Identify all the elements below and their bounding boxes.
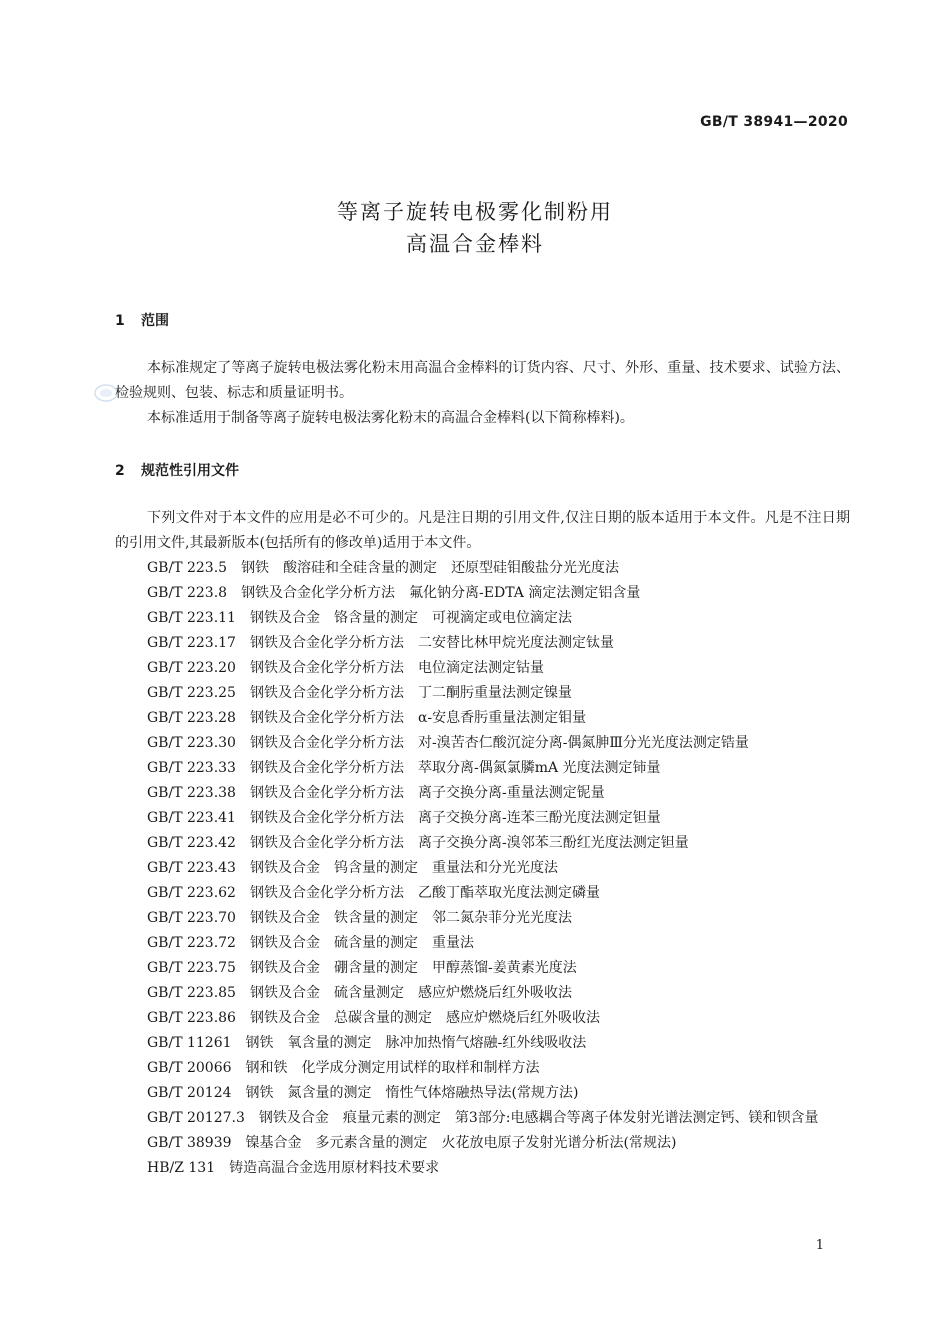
reference-item	[115, 906, 850, 931]
reference-title-part: 邻二氮杂菲分光光度法	[431, 910, 572, 926]
reference-code: GB/T 38939	[147, 1135, 232, 1151]
reference-code: GB/T 223.33	[147, 760, 236, 776]
reference-code: GB/T 223.41	[147, 810, 236, 826]
reference-title-part: 钢和铁	[245, 1060, 288, 1076]
reference-title-part: 硼含量的测定	[333, 960, 418, 976]
reference-title-part: 钢铁及合金化学分析方法	[249, 710, 404, 726]
reference-title-part: 电位滴定法测定钴量	[417, 660, 544, 676]
reference-code: GB/T 223.62	[147, 885, 236, 901]
reference-item	[115, 881, 850, 906]
reference-code: GB/T 223.43	[147, 860, 236, 876]
reference-title-part: 钢铁及合金化学分析方法	[249, 885, 404, 901]
reference-title-part: 钢铁及合金化学分析方法	[249, 685, 404, 701]
reference-title-part: 丁二酮肟重量法测定镍量	[417, 685, 572, 701]
reference-item	[115, 981, 850, 1006]
reference-item	[115, 756, 850, 781]
reference-title-part: 铁含量的测定	[333, 910, 418, 926]
reference-title-part: 酸溶硅和全硅含量的测定	[283, 560, 438, 576]
reference-title-part: 甲醇蒸馏-姜黄素光度法	[431, 960, 577, 976]
section-1-title: 范围	[141, 313, 169, 329]
reference-code: GB/T 223.11	[147, 610, 236, 626]
reference-title-part: 氟化钠分离-EDTA 滴定法测定铝含量	[409, 585, 641, 601]
section-2-heading	[115, 460, 239, 480]
reference-item	[115, 731, 850, 756]
title-line-2: 高温合金棒料	[406, 232, 544, 256]
reference-title-part: 钢铁及合金	[249, 960, 320, 976]
reference-code: HB/Z 131	[147, 1160, 216, 1176]
reference-code: GB/T 223.17	[147, 635, 236, 651]
page-number: 1	[815, 1238, 824, 1253]
reference-code: GB/T 20066	[147, 1060, 232, 1076]
reference-code: GB/T 223.75	[147, 960, 236, 976]
reference-list	[115, 556, 850, 1181]
reference-code: GB/T 223.8	[147, 585, 228, 601]
reference-title-part: 钨含量的测定	[333, 860, 418, 876]
section-2-intro-text: 下列文件对于本文件的应用是必不可少的。凡是注日期的引用文件,仅注日期的版本适用于本文件。凡是不注日期的引用文件,其最新版本(包括所有的修改单)适用于本文件。	[115, 510, 850, 551]
reference-title-part: 感应炉燃烧后红外吸收法	[417, 985, 572, 1001]
reference-title-part: α-安息香肟重量法测定钼量	[417, 710, 587, 726]
standard-code: GB/T 38941—2020	[700, 114, 848, 130]
document-title	[0, 196, 950, 260]
reference-title-part: 痕量元素的测定	[342, 1110, 441, 1126]
reference-title-part: 对-溴苦杏仁酸沉淀分离-偶氮胂Ⅲ分光光度法测定锆量	[417, 735, 749, 751]
reference-title-part: 多元素含量的测定	[315, 1135, 428, 1151]
reference-title-part: 火花放电原子发射光谱分析法(常规法)	[441, 1135, 677, 1151]
reference-title-part: 硫含量测定	[333, 985, 404, 1001]
reference-title-part: 脉冲加热惰气熔融-红外线吸收法	[385, 1035, 587, 1051]
reference-item	[115, 656, 850, 681]
reference-title-part: 硫含量的测定	[333, 935, 418, 951]
reference-title-part: 钢铁及合金	[258, 1110, 329, 1126]
reference-code: GB/T 223.5	[147, 560, 228, 576]
reference-title-part: 铬含量的测定	[333, 610, 418, 626]
reference-title-part: 第3部分:电感耦合等离子体发射光谱法测定钙、镁和钡含量	[454, 1110, 819, 1126]
reference-item	[115, 1006, 850, 1031]
reference-title-part: 重量法和分光光度法	[431, 860, 558, 876]
reference-title-part: 化学成分测定用试样的取样和制样方法	[301, 1060, 540, 1076]
reference-item	[115, 1056, 850, 1081]
section-2-number: 2	[115, 463, 125, 479]
reference-title-part: 离子交换分离-重量法测定铌量	[417, 785, 605, 801]
reference-title-part: 钢铁	[241, 560, 270, 576]
reference-title-part: 二安替比林甲烷光度法测定钛量	[417, 635, 614, 651]
reference-title-part: 钢铁及合金化学分析方法	[249, 635, 404, 651]
reference-title-part: 钢铁	[245, 1035, 274, 1051]
reference-item	[115, 606, 850, 631]
reference-title-part: 乙酸丁酯萃取光度法测定磷量	[417, 885, 600, 901]
reference-title-part: 氧含量的测定	[287, 1035, 372, 1051]
reference-code: GB/T 223.86	[147, 1010, 236, 1026]
reference-title-part: 钢铁及合金化学分析方法	[249, 760, 404, 776]
reference-code: GB/T 20127.3	[147, 1110, 245, 1126]
reference-code: GB/T 11261	[147, 1035, 232, 1051]
reference-item	[115, 681, 850, 706]
reference-title-part: 钢铁及合金	[249, 1010, 320, 1026]
reference-title-part: 可视滴定或电位滴定法	[431, 610, 572, 626]
reference-code: GB/T 223.72	[147, 935, 236, 951]
title-line-1: 等离子旋转电极雾化制粉用	[337, 200, 613, 224]
reference-item	[115, 856, 850, 881]
reference-title-part: 铸造高温合金选用原材料技术要求	[229, 1160, 440, 1176]
reference-item	[115, 806, 850, 831]
reference-title-part: 钢铁及合金	[249, 610, 320, 626]
reference-code: GB/T 223.30	[147, 735, 236, 751]
reference-title-part: 钢铁及合金化学分析方法	[249, 810, 404, 826]
reference-code: GB/T 223.70	[147, 910, 236, 926]
section-2-intro	[115, 506, 850, 556]
reference-title-part: 感应炉燃烧后红外吸收法	[445, 1010, 600, 1026]
section-1-body	[115, 356, 850, 431]
section-2-title: 规范性引用文件	[141, 463, 239, 479]
reference-code: GB/T 223.25	[147, 685, 236, 701]
reference-title-part: 钢铁及合金	[249, 985, 320, 1001]
reference-title-part: 钢铁及合金	[249, 910, 320, 926]
reference-item	[115, 1106, 850, 1131]
reference-title-part: 镍基合金	[245, 1135, 302, 1151]
reference-title-part: 钢铁及合金	[249, 860, 320, 876]
reference-item	[115, 831, 850, 856]
reference-item	[115, 1031, 850, 1056]
reference-title-part: 还原型硅钼酸盐分光光度法	[451, 560, 620, 576]
reference-title-part: 离子交换分离-连苯三酚光度法测定钽量	[417, 810, 661, 826]
reference-code: GB/T 223.38	[147, 785, 236, 801]
reference-title-part: 钢铁及合金化学分析方法	[241, 585, 396, 601]
section-1-heading	[115, 310, 169, 330]
reference-title-part: 氮含量的测定	[287, 1085, 372, 1101]
reference-code: GB/T 223.42	[147, 835, 236, 851]
reference-title-part: 钢铁及合金化学分析方法	[249, 835, 404, 851]
reference-item	[115, 631, 850, 656]
reference-item	[115, 581, 850, 606]
reference-title-part: 惰性气体熔融热导法(常规方法)	[385, 1085, 579, 1101]
reference-item	[115, 1131, 850, 1156]
reference-title-part: 萃取分离-偶氮氯膦mA 光度法测定铈量	[417, 760, 661, 776]
reference-code: GB/T 20124	[147, 1085, 232, 1101]
reference-item	[115, 706, 850, 731]
reference-title-part: 离子交换分离-溴邻苯三酚红光度法测定钽量	[417, 835, 689, 851]
reference-title-part: 重量法	[431, 935, 474, 951]
reference-title-part: 钢铁及合金化学分析方法	[249, 735, 404, 751]
reference-item	[115, 781, 850, 806]
reference-code: GB/T 223.20	[147, 660, 236, 676]
reference-title-part: 钢铁及合金化学分析方法	[249, 660, 404, 676]
reference-item	[115, 1081, 850, 1106]
reference-item	[115, 931, 850, 956]
section-1-paragraph: 本标准适用于制备等离子旋转电极法雾化粉末的高温合金棒料(以下简称棒料)。	[147, 410, 634, 426]
section-1-paragraph: 本标准规定了等离子旋转电极法雾化粉末用高温合金棒料的订货内容、尺寸、外形、重量、技术要求、试验方法、检验规则、包装、标志和质量证明书。	[115, 360, 850, 401]
reference-title-part: 钢铁	[245, 1085, 274, 1101]
reference-item	[115, 556, 850, 581]
reference-title-part: 总碳含量的测定	[333, 1010, 432, 1026]
reference-title-part: 钢铁及合金化学分析方法	[249, 785, 404, 801]
section-1-number: 1	[115, 313, 125, 329]
reference-item	[115, 1156, 850, 1181]
reference-code: GB/T 223.28	[147, 710, 236, 726]
reference-item	[115, 956, 850, 981]
reference-code: GB/T 223.85	[147, 985, 236, 1001]
reference-title-part: 钢铁及合金	[249, 935, 320, 951]
